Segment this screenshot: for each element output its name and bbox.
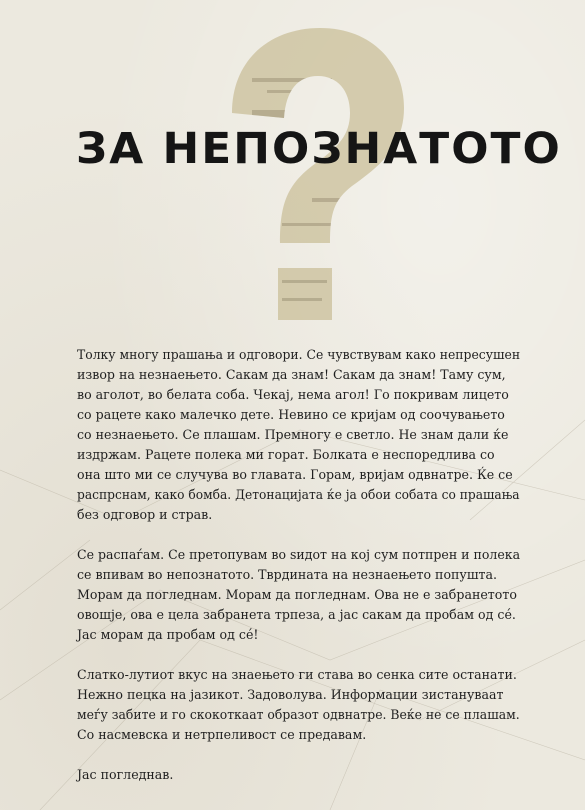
- text-line: издржам. Рацете полека ми горат. Болката е неспоредлива со: [77, 447, 495, 462]
- text-line: Морам да погледнам. Морам да погледнам. Ова не е забранетото: [77, 587, 517, 602]
- text-line: Јас морам да пробам од сé!: [77, 627, 259, 642]
- paragraph-1: [77, 345, 520, 525]
- text-line: се впивам во непознатото. Тврдината на незнаењето попушта.: [77, 567, 498, 582]
- text-line: Толку многу прашања и одговори. Се чувствувам како непресушен: [77, 347, 521, 362]
- text-line: во аголот, во белата соба. Чекај, нема агол! Го покривам лицето: [77, 387, 509, 402]
- paragraph-2: [77, 545, 520, 645]
- text-line: Слатко-лутиот вкус на знаењето ги става во сенка сите останати.: [77, 667, 517, 682]
- page-title: ЗА НЕПОЗНАТОТО: [76, 124, 562, 174]
- text-line: она што ми се случува во главата. Горам, вријам одвнатре. Ќе се: [77, 467, 513, 482]
- text-line: Се распаѓам. Се претопувам во ѕидот на кој сум потпрен и полека: [77, 547, 521, 562]
- text-line: меѓу забите и го скокоткаат образот одвнатре. Веќе не се плашам.: [77, 707, 520, 722]
- text-line: извор на незнаењето. Сакам да знам! Сакам да знам! Таму сум,: [77, 367, 506, 382]
- text-line: Со насмевска и нетрпеливост се предавам.: [77, 727, 367, 742]
- text-line: распрснам, како бомба. Детонацијата ќе ја обои собата со прашања: [77, 487, 520, 502]
- article-body: [77, 345, 520, 805]
- text-line: со рацете како малечко дете. Невино се кријам од соочувањето: [77, 407, 505, 422]
- text-line: овошје, ова е цела забранета трпеза, а јас сакам да пробам од сé.: [77, 607, 516, 622]
- text-line: без одговор и страв.: [77, 507, 213, 522]
- paragraph-3: [77, 665, 520, 745]
- text-line: со незнаењето. Се плашам. Премногу е светло. Не знам дали ќе: [77, 427, 509, 442]
- paragraph-4: [77, 765, 520, 785]
- text-line: Нежно пецка на јазикот. Задоволува. Информации зистануваат: [77, 687, 504, 702]
- text-line: Јас погледнав.: [77, 767, 174, 782]
